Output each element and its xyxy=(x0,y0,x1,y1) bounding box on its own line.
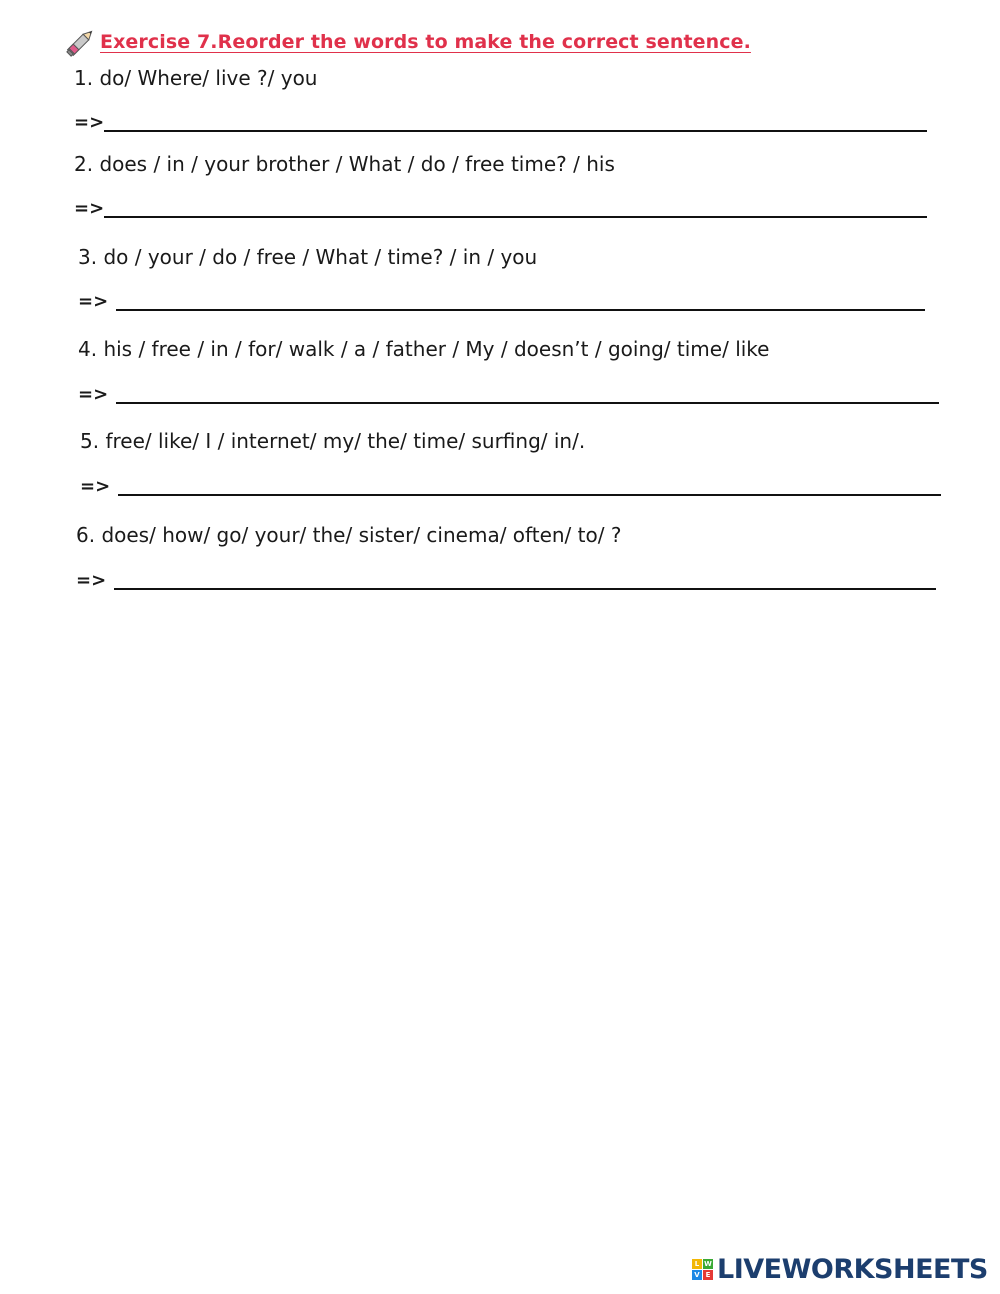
answer-arrow: => xyxy=(78,384,109,405)
answer-line[interactable] xyxy=(116,402,939,404)
exercise-title: Exercise 7.Reorder the words to make the correct sentence. xyxy=(100,31,751,53)
item-prompt: 3. do / your / do / free / What / time? / in / you xyxy=(78,245,538,269)
answer-line[interactable] xyxy=(118,494,941,496)
answer-line[interactable] xyxy=(104,216,927,218)
answer-arrow: => xyxy=(74,112,105,133)
logo-mark-letter: W xyxy=(704,1259,712,1268)
logo-mark-icon xyxy=(692,1259,714,1281)
answer-arrow: => xyxy=(74,198,105,219)
item-prompt: 6. does/ how/ go/ your/ the/ sister/ cinema/ often/ to/ ? xyxy=(76,523,622,547)
answer-arrow: => xyxy=(78,291,109,312)
item-prompt: 5. free/ like/ I / internet/ my/ the/ time/ surfing/ in/. xyxy=(80,429,586,453)
answer-arrow: => xyxy=(80,476,111,497)
logo-mark-letter: L xyxy=(692,1259,702,1269)
logo-text: LIVEWORKSHEETS xyxy=(717,1254,988,1285)
liveworksheets-logo xyxy=(692,1254,988,1285)
logo-mark-letter: V xyxy=(692,1270,702,1280)
answer-line[interactable] xyxy=(114,588,936,590)
pencil-icon xyxy=(64,25,98,59)
logo-mark-letter: E xyxy=(703,1270,713,1280)
item-prompt: 1. do/ Where/ live ?/ you xyxy=(74,66,318,90)
exercise-header xyxy=(64,22,751,62)
answer-line[interactable] xyxy=(116,309,925,311)
item-prompt: 2. does / in / your brother / What / do / free time? / his xyxy=(74,152,615,176)
answer-line[interactable] xyxy=(104,130,927,132)
item-prompt: 4. his / free / in / for/ walk / a / father / My / doesn’t / going/ time/ like xyxy=(78,337,770,361)
answer-arrow: => xyxy=(76,570,107,591)
